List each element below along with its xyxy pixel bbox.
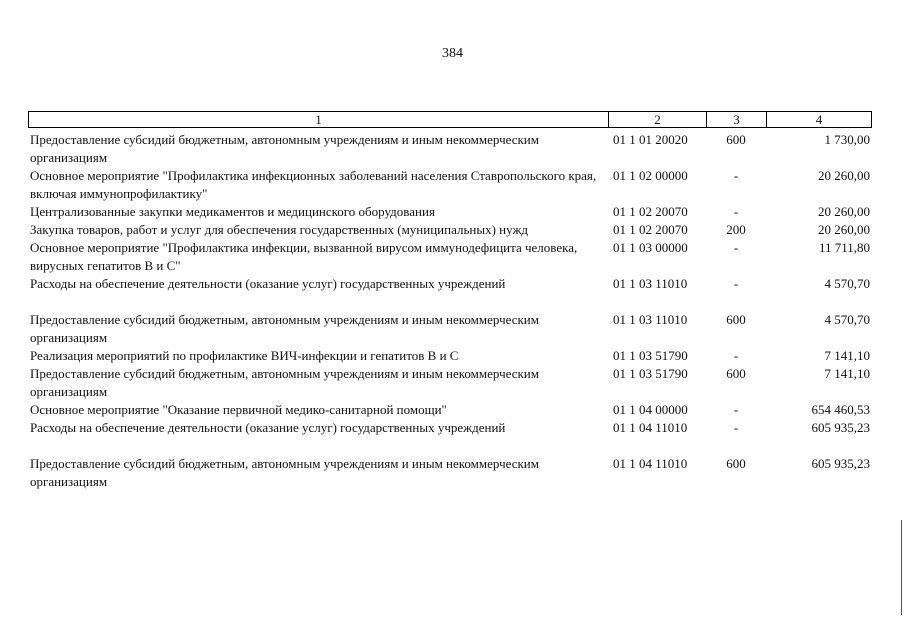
row-sum: 20 260,00	[818, 168, 870, 183]
row-code: 01 1 02 20070	[613, 204, 688, 219]
row-kvr: -	[733, 348, 739, 363]
row-code: 01 1 03 51790	[613, 348, 688, 363]
row-code: 01 1 03 51790	[613, 366, 688, 381]
row-kvr: -	[733, 204, 739, 219]
row-kvr: 600	[726, 456, 746, 471]
row-code: 01 1 04 11010	[613, 420, 688, 435]
page-number: 384	[442, 46, 463, 61]
row-kvr: 200	[726, 222, 746, 237]
row-kvr: -	[733, 240, 739, 255]
row-kvr: -	[733, 420, 739, 435]
header-col-2: 2	[608, 112, 706, 127]
row-sum: 20 260,00	[818, 222, 870, 237]
row-name: Предоставление субсидий бюджетным, автономным учреждениям и иным некоммерческим организациям	[30, 132, 539, 165]
row-code: 01 1 02 00000	[613, 168, 688, 183]
table-header	[28, 111, 872, 128]
table-row	[28, 167, 872, 203]
row-sum: 605 935,23	[811, 456, 870, 471]
table-row	[28, 221, 872, 239]
row-sum: 7 141,10	[824, 348, 870, 363]
row-code: 01 1 04 11010	[613, 456, 688, 471]
table-row	[28, 275, 872, 293]
row-name: Расходы на обеспечение деятельности (оказание услуг) государственных учреждений	[30, 420, 506, 435]
row-name: Основное мероприятие "Оказание первичной медико-санитарной помощи"	[30, 402, 447, 417]
table-row	[28, 311, 872, 347]
row-sum: 4 570,70	[824, 276, 870, 291]
scan-edge-line	[901, 520, 902, 615]
row-spacer	[28, 437, 872, 455]
row-code: 01 1 03 00000	[613, 240, 688, 255]
row-name: Реализация мероприятий по профилактике ВИЧ-инфекции и гепатитов В и С	[30, 348, 459, 363]
row-name: Основное мероприятие "Профилактика инфекционных заболеваний населения Ставропольского края, включая иммунопрофилактику"	[30, 168, 597, 201]
header-col-3: 3	[706, 112, 766, 127]
header-col-1: 1	[315, 112, 322, 127]
table-row	[28, 365, 872, 401]
row-code: 01 1 03 11010	[613, 312, 688, 327]
row-name: Предоставление субсидий бюджетным, автономным учреждениям и иным некоммерческим организациям	[30, 456, 539, 489]
row-name: Предоставление субсидий бюджетным, автономным учреждениям и иным некоммерческим организациям	[30, 366, 539, 399]
row-kvr: 600	[726, 312, 746, 327]
table-row	[28, 455, 872, 491]
row-kvr: -	[733, 276, 739, 291]
row-kvr: 600	[726, 366, 746, 381]
row-name: Централизованные закупки медикаментов и медицинского оборудования	[30, 204, 435, 219]
row-kvr: -	[733, 402, 739, 417]
row-code: 01 1 04 00000	[613, 402, 688, 417]
row-sum: 1 730,00	[824, 132, 870, 147]
table-body	[28, 131, 872, 491]
table-row	[28, 419, 872, 437]
row-sum: 7 141,10	[824, 366, 870, 381]
row-name: Основное мероприятие "Профилактика инфекции, вызванной вирусом иммунодефицита человека, вирусных гепатитов В и С"	[30, 240, 578, 273]
header-col-4: 4	[766, 112, 871, 127]
table-row	[28, 401, 872, 419]
table-row	[28, 131, 872, 167]
row-code: 01 1 02 20070	[613, 222, 688, 237]
row-name: Закупка товаров, работ и услуг для обеспечения государственных (муниципальных) нужд	[30, 222, 529, 237]
table-row	[28, 203, 872, 221]
row-name: Расходы на обеспечение деятельности (оказание услуг) государственных учреждений	[30, 276, 506, 291]
row-sum: 654 460,53	[811, 402, 870, 417]
row-code: 01 1 03 11010	[613, 276, 688, 291]
row-sum: 20 260,00	[818, 204, 870, 219]
table-row	[28, 239, 872, 275]
row-kvr: 600	[726, 132, 746, 147]
row-sum: 11 711,80	[818, 240, 870, 255]
row-code: 01 1 01 20020	[613, 132, 688, 147]
table-row	[28, 347, 872, 365]
row-name: Предоставление субсидий бюджетным, автономным учреждениям и иным некоммерческим организациям	[30, 312, 539, 345]
row-spacer	[28, 293, 872, 311]
row-sum: 4 570,70	[824, 312, 870, 327]
row-sum: 605 935,23	[811, 420, 870, 435]
row-kvr: -	[733, 168, 739, 183]
